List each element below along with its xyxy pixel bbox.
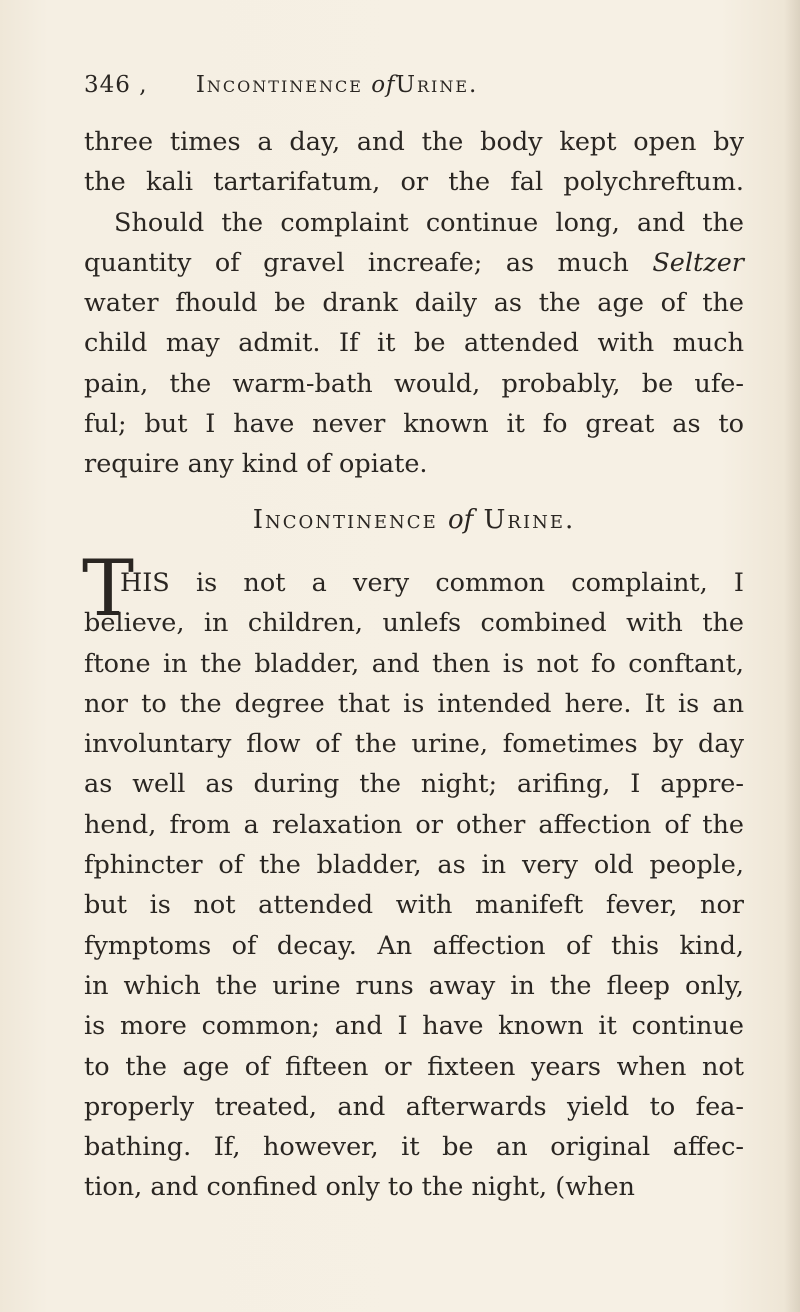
paragraph-incontinence bbox=[84, 563, 744, 1208]
text-line: is more common; and I have known it continue bbox=[84, 1011, 744, 1042]
text-line: in which the urine runs away in the fleep only, bbox=[84, 970, 744, 1001]
text-line: fphincter of the bladder, as in very old people, bbox=[84, 850, 744, 881]
text-line: nor to the degree that is intended here. It is an bbox=[84, 688, 744, 719]
seltzer-word: Seltzer bbox=[652, 247, 744, 278]
text-line: child may admit. If it be attended with much bbox=[84, 328, 744, 359]
text-line: tion, and confined only to the night, (when bbox=[84, 1172, 635, 1203]
page-number: 346 , bbox=[84, 72, 148, 98]
page-edge-shadow bbox=[784, 0, 800, 1312]
text-line: ful; but I have never known it fo great as to bbox=[84, 409, 744, 440]
section-heading: Incontinence of Urine. bbox=[252, 505, 576, 535]
text-line: fymptoms of decay. An affection of this kind, bbox=[84, 930, 744, 961]
text-line: involuntary flow of the urine, fometimes by day bbox=[84, 729, 744, 760]
text-line: quantity of gravel increafe; as much Seltzer bbox=[84, 247, 744, 278]
text-line: water fhould be drank daily as the age of the bbox=[84, 288, 744, 319]
text-line: believe, in children, unlefs combined with the bbox=[84, 608, 744, 639]
heading-of: of bbox=[447, 505, 474, 535]
text-line: pain, the warm-bath would, probably, be ufe- bbox=[84, 368, 744, 399]
text-line: but is not attended with manifeft fever, nor bbox=[84, 890, 744, 921]
running-title-end: Urine. bbox=[395, 72, 479, 98]
paragraph-gravel bbox=[84, 122, 744, 485]
running-head bbox=[84, 72, 734, 98]
text-line: hend, from a relaxation or other affection of the bbox=[84, 809, 744, 840]
text-line: as well as during the night; arifing, I appre- bbox=[84, 769, 744, 800]
drop-cap: T bbox=[82, 544, 135, 634]
running-title-of: of bbox=[371, 72, 396, 98]
text-line: ftone in the bladder, and then is not fo conftant, bbox=[84, 648, 744, 679]
text-line: to the age of fifteen or fixteen years when not bbox=[84, 1051, 744, 1082]
running-title: Incontinence bbox=[195, 72, 363, 98]
text-line: Should the complaint continue long, and the bbox=[114, 207, 744, 238]
text-line: three times a day, and the body kept open by bbox=[84, 127, 744, 157]
text-line: properly treated, and afterwards yield to fea- bbox=[84, 1091, 744, 1122]
text-line: bathing. If, however, it be an original affec- bbox=[84, 1132, 744, 1163]
text-line: require any kind of opiate. bbox=[84, 449, 428, 480]
text-line: the kali tartarifatum, or the fal polychreftum. bbox=[84, 167, 744, 198]
text-line-first: HIS is not a very common complaint, I bbox=[120, 568, 744, 598]
